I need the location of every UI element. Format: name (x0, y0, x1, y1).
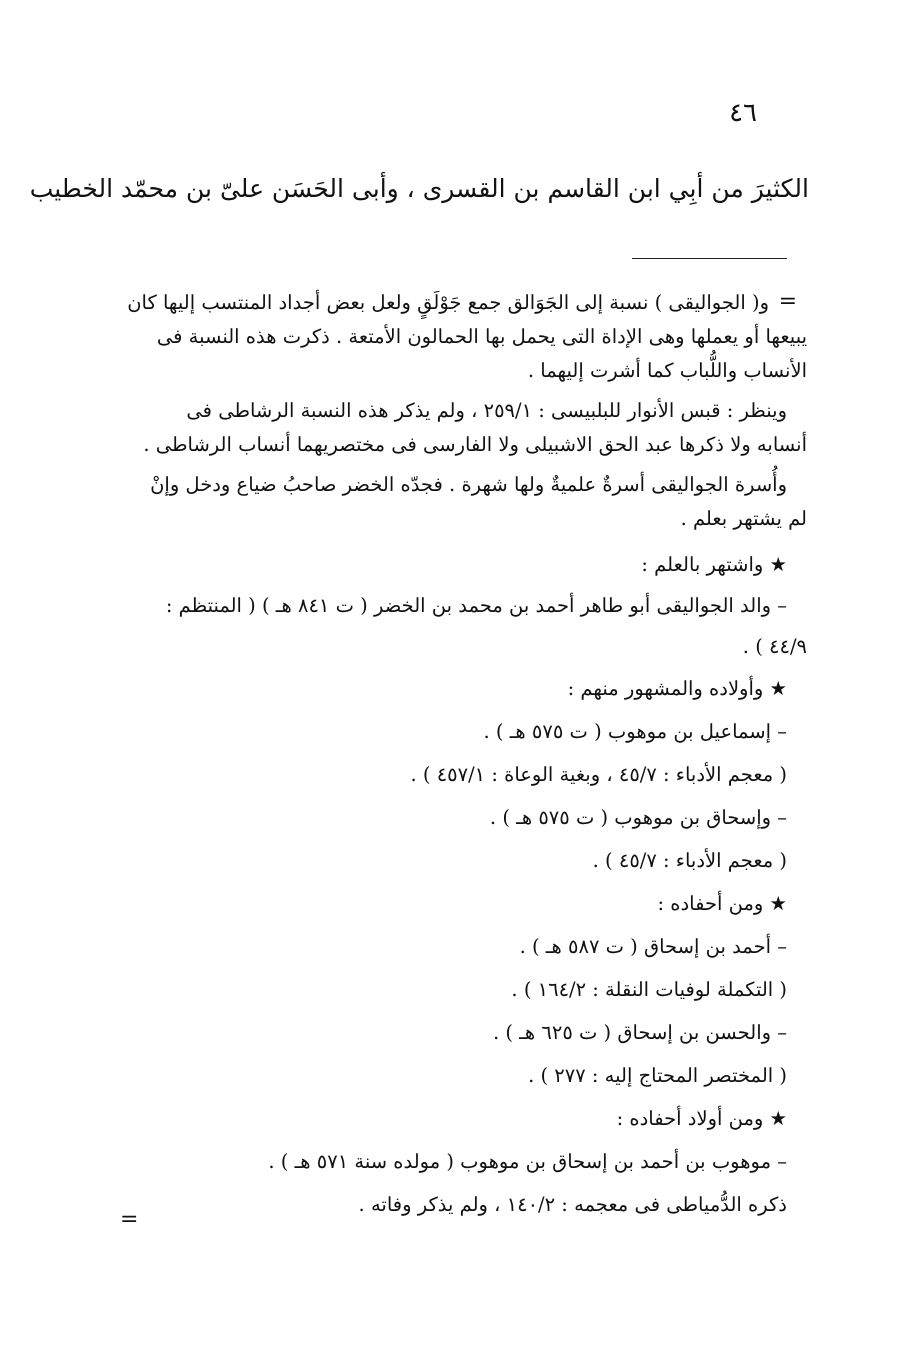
continuation-mark-end: = (120, 1207, 139, 1232)
footnote-para-1-line-3: الأنساب واللُّباب كما أشرت إليهما . (527, 359, 807, 382)
footnote-para-3-line-1: وأُسرة الجواليقى أسرةٌ علميةٌ ولها شهرة . فجدّه الخضر صاحبُ ضياع ودخل وإنْ (150, 473, 787, 496)
list-item-6-ref: ذكره الدُّمياطى فى معجمه : ١٤٠/٢ ، ولم يذكر وفاته . (358, 1193, 787, 1216)
main-text-line: الكثيرَ من أبِي ابن القاسم بن القسرى ، وأبى الحَسَن علىّ بن محمّد الخطيب (29, 174, 809, 203)
footnote-para-1-line-1: و( الجواليقى ) نسبة إلى الجَوَالق جمع جَوْلَقٍ ولعل بعض أجداد المنتسب إليها كان (127, 291, 769, 314)
list-heading-2: ★ وأولاده والمشهور منهم : (567, 677, 787, 700)
continuation-mark-start: = (778, 289, 797, 314)
footnotes (125, 286, 807, 1226)
footnote-para-2-line-1: وينظر : قبس الأنوار للبلبيسى : ٢٥٩/١ ، ولم يذكر هذه النسبة الرشاطى فى (186, 399, 787, 422)
list-item-2: – إسماعيل بن موهوب ( ت ٥٧٥ هـ ) . (483, 720, 787, 743)
footnote-para-2-line-2: أنسابه ولا ذكرها عبد الحق الاشبيلى ولا الفارسى فى مختصريهما أنساب الرشاطى . (143, 433, 807, 456)
list-item-4: – أحمد بن إسحاق ( ت ٥٨٧ هـ ) . (519, 935, 787, 958)
footnote-para-3-line-2: لم يشتهر بعلم . (680, 507, 807, 530)
list-item-6: – موهوب بن أحمد بن إسحاق بن موهوب ( مولده سنة ٥٧١ هـ ) . (268, 1150, 787, 1173)
page-number: ٤٦ (729, 98, 757, 128)
list-item-5: – والحسن بن إسحاق ( ت ٦٢٥ هـ ) . (492, 1021, 787, 1044)
list-item-5-ref: ( المختصر المحتاج إليه : ٢٧٧ ) . (528, 1064, 787, 1087)
list-item-2-ref: ( معجم الأدباء : ٤٥/٧ ، وبغية الوعاة : ٤٥٧/١ ) . (410, 763, 787, 786)
list-item-3-ref: ( معجم الأدباء : ٤٥/٧ ) . (592, 849, 787, 872)
list-heading-3: ★ ومن أحفاده : (657, 892, 787, 915)
list-item-3: – وإسحاق بن موهوب ( ت ٥٧٥ هـ ) . (489, 806, 787, 829)
footnote-para-1-line-2: يبيعها أو يعملها وهى الإداة التى يحمل بها الحمالون الأمتعة . ذكرت هذه النسبة فى (156, 325, 807, 348)
list-item-1-cont: ٤٤/٩ ) . (742, 635, 807, 658)
list-heading-4: ★ ومن أولاد أحفاده : (616, 1107, 787, 1130)
list-item-1: – والد الجواليقى أبو طاهر أحمد بن محمد بن الخضر ( ت ٨٤١ هـ ) ( المنتظم : (165, 594, 787, 617)
footnote-separator (632, 258, 787, 259)
list-item-4-ref: ( التكملة لوفيات النقلة : ١٦٤/٢ ) . (511, 978, 787, 1001)
list-heading-1: ★ واشتهر بالعلم : (641, 553, 787, 576)
